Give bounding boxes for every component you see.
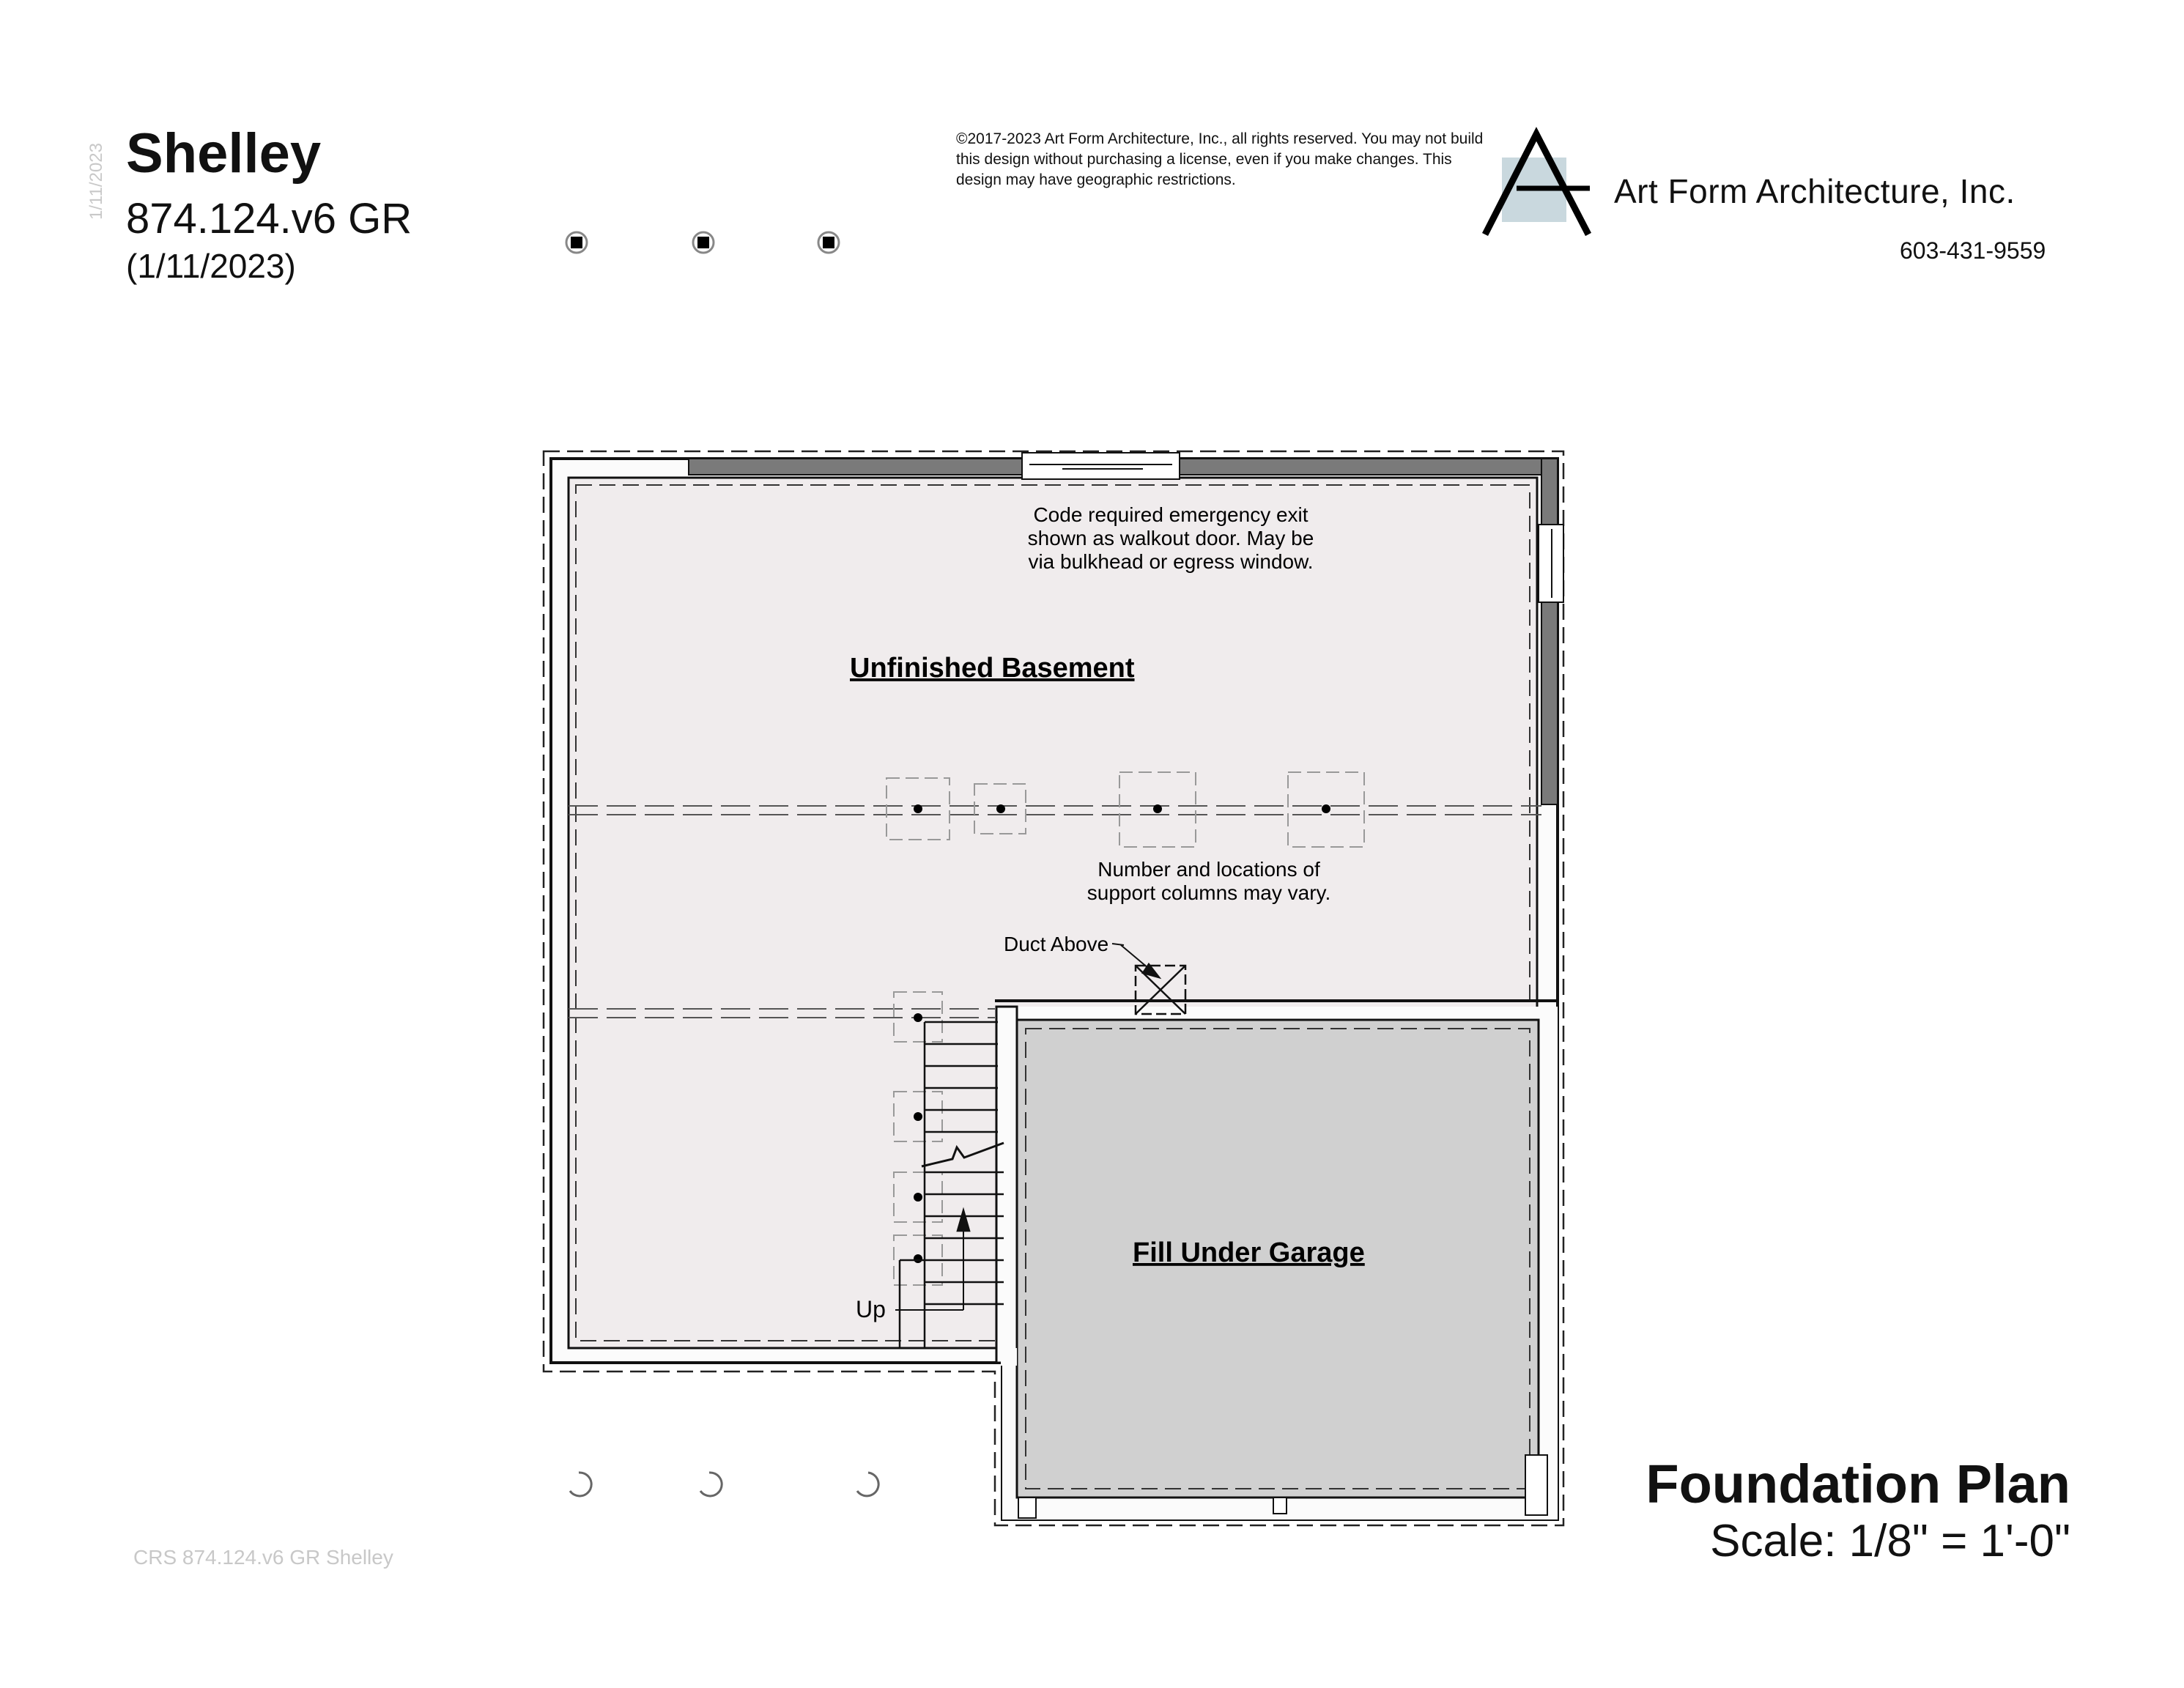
bottom-marker-2 (700, 1473, 722, 1496)
walkout-door (1022, 453, 1180, 479)
top-wall-dark-right (1180, 459, 1558, 475)
duct-label: Duct Above (1004, 933, 1109, 955)
marker-1 (566, 232, 587, 253)
top-wall-dark-left (689, 459, 1022, 475)
right-wall-dark-mid (1541, 602, 1558, 804)
exit-note-line-2: shown as walkout door. May be (1027, 527, 1314, 549)
side-date-stamp: 1/11/2023 (86, 143, 106, 220)
basement-label: Unfinished Basement (850, 653, 1135, 684)
company-phone: 603-431-9559 (1900, 237, 2046, 264)
plan-name: Shelley (126, 122, 322, 185)
stair-side-wall (996, 1007, 1017, 1363)
exit-note-line-3: via bulkhead or egress window. (1028, 550, 1314, 573)
marker-2 (693, 232, 714, 253)
foundation-plan (544, 451, 1563, 1525)
garage-label: Fill Under Garage (1133, 1237, 1365, 1268)
columns-note-line-2: support columns may vary. (1087, 881, 1331, 904)
top-markers (566, 232, 839, 253)
exit-note-line-1: Code required emergency exit (1033, 503, 1308, 526)
marker-3 (818, 232, 839, 253)
copyright-notice: ©2017-2023 Art Form Architecture, Inc., all rights reserved. You may not build this design without purchasing a license, even if you make changes. This design may have geographic restrictions. (956, 130, 1484, 188)
bottom-marker-1 (570, 1473, 591, 1496)
plan-date: (1/11/2023) (126, 247, 296, 285)
columns-note-line-1: Number and locations of (1097, 858, 1320, 881)
company-logo (1485, 134, 1590, 234)
bottom-marker-3 (857, 1473, 878, 1496)
garage-stub-left (1018, 1498, 1036, 1518)
drawing-title: Foundation Plan (1646, 1454, 2070, 1514)
plan-code: 874.124.v6 GR (126, 195, 412, 243)
side-window (1539, 525, 1563, 602)
company-name: Art Form Architecture, Inc. (1614, 172, 2015, 210)
drawing-scale: Scale: 1/8" = 1'-0" (1710, 1516, 2070, 1566)
garage-post (1273, 1498, 1287, 1514)
bottom-markers (570, 1473, 878, 1496)
garage-stub-right (1525, 1455, 1547, 1515)
right-wall-dark-top (1541, 459, 1558, 525)
stairs-up-label: Up (856, 1296, 886, 1322)
plan-watermark: CRS 874.124.v6 GR Shelley (133, 1546, 393, 1569)
